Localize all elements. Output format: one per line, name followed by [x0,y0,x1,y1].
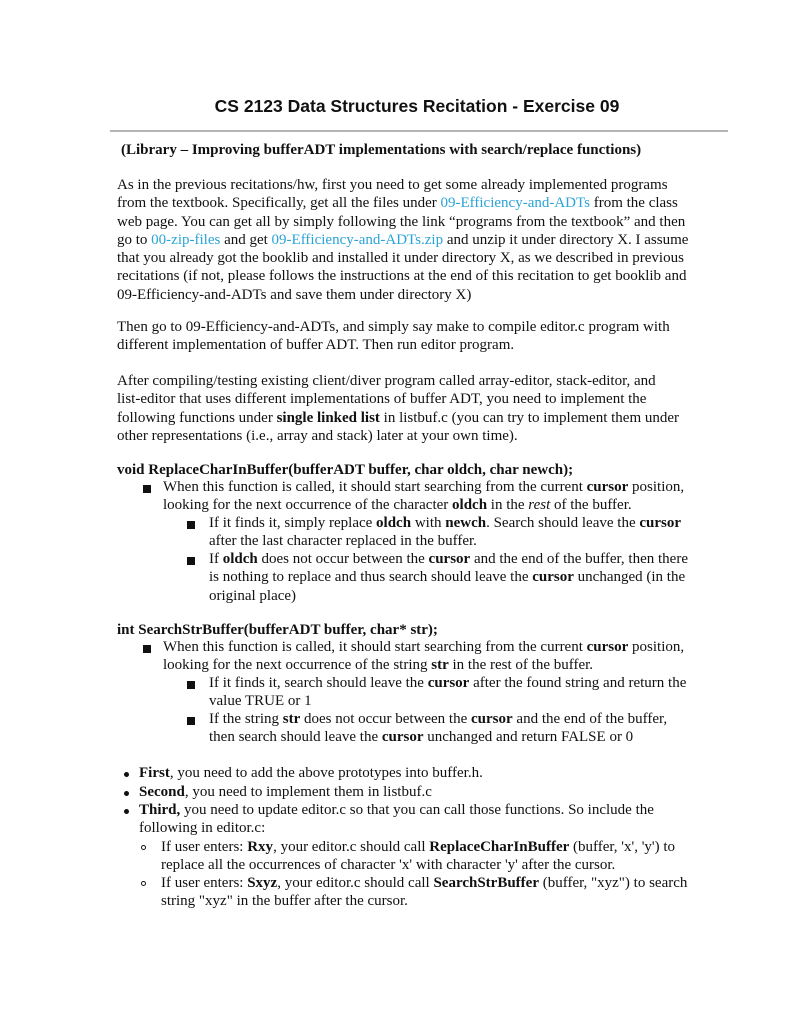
text: and unzip it under directory X. I assume [443,231,689,248]
document-title: CS 2123 Data Structures Recitation - Exercise 09 [214,96,620,116]
link-efficiency-zip[interactable]: 09-Efficiency-and-ADTs.zip [271,231,444,248]
document-subtitle: (Library – Improving bufferADT implementations with search/replace functions) [121,142,642,158]
bullet-icon [124,791,129,796]
hollow-bullet-icon [141,845,146,850]
text: go to [117,231,152,248]
square-bullet-icon [187,681,195,689]
text: list-editor that uses different implementations of buffer ADT, you need to implement the [117,391,647,408]
step-second: Second, you need to implement them in listbuf.c [139,784,432,800]
make-paragraph [117,318,717,355]
search-desc-3: If the string str does not occur between the cursor and the end of the buffer, then search should leave the cursor unchanged and return FALSE or 0 [209,711,668,746]
emphasis: single linked list [276,409,380,426]
square-bullet-icon [143,645,151,653]
text: Then go to 09-Efficiency-and-ADTs, and simply say make to compile editor.c program with [117,319,670,335]
text: After compiling/testing existing client/diver program called array-editor, stack-editor, and [117,373,656,389]
link-efficiency-folder[interactable]: 09-Efficiency-and-ADTs [440,195,590,212]
substep-replace: If user enters: Rxy, your editor.c should call ReplaceCharInBuffer (buffer, 'x', 'y') to replace all the occurrences of character 'x' with character 'y' after the cursor. [161,839,676,874]
substep-search: If user enters: Sxyz, your editor.c should call SearchStrBuffer (buffer, "xyz") to search string "xyz" in the buffer after the cursor. [161,875,688,910]
square-bullet-icon [187,521,195,529]
replace-desc-3: If oldch does not occur between the cursor and the end of the buffer, then there is nothing to replace and thus search should leave the cursor unchanged (in the original place) [209,551,688,604]
square-bullet-icon [187,717,195,725]
step-third: Third, you need to update editor.c so that you can call those functions. So include the following in editor.c: [139,802,654,837]
link-zip-files[interactable]: 00-zip-files [151,231,221,248]
text: and get [220,231,272,248]
hollow-bullet-icon [141,881,146,886]
search-desc-2: If it finds it, search should leave the cursor after the found string and return the value TRUE or 1 [209,675,687,710]
text: different implementation of buffer ADT. Then run editor program. [117,337,515,354]
text: from the class [589,195,678,212]
search-desc-1: When this function is called, it should start searching from the current cursor position, looking for the next occurrence of the string str in the rest of the buffer. [163,639,685,674]
text: 09-Efficiency-and-ADTs and save them under directory X) [117,286,472,303]
text: web page. You can get all by simply following the link “programs from the textbook” and then [117,213,686,230]
step-first: First, you need to add the above prototypes into buffer.h. [139,765,483,781]
title-divider [110,130,728,132]
square-bullet-icon [143,485,151,493]
text: recitations (if not, please follows the instructions at the end of this recitation to get booklib and [117,268,687,285]
text: that you already got the booklib and installed it under directory X, as we described in previous [117,250,684,267]
text: other representations (i.e., array and stack) later at your own time). [117,427,518,444]
text: As in the previous recitations/hw, first you need to get some already implemented programs [117,177,668,193]
bullet-icon [124,809,129,814]
text: in listbuf.c (you can try to implement them under [379,409,680,426]
replace-desc-1: When this function is called, it should start searching from the current cursor position, looking for the next occurrence of the character oldch in the rest of the buffer. [163,479,685,514]
replace-desc-2: If it finds it, simply replace oldch with newch. Search should leave the cursor after the last character replaced in the buffer. [209,515,682,550]
square-bullet-icon [187,557,195,565]
replace-function-signature: void ReplaceCharInBuffer(bufferADT buffer, char oldch, char newch); [117,462,574,478]
intro-paragraph [117,176,717,304]
text: from the textbook. Specifically, get all the files under [117,195,441,212]
bullet-icon [124,772,129,777]
implement-paragraph [117,372,717,445]
search-function-signature: int SearchStrBuffer(bufferADT buffer, char* str); [117,622,438,638]
text: following functions under [117,409,277,426]
